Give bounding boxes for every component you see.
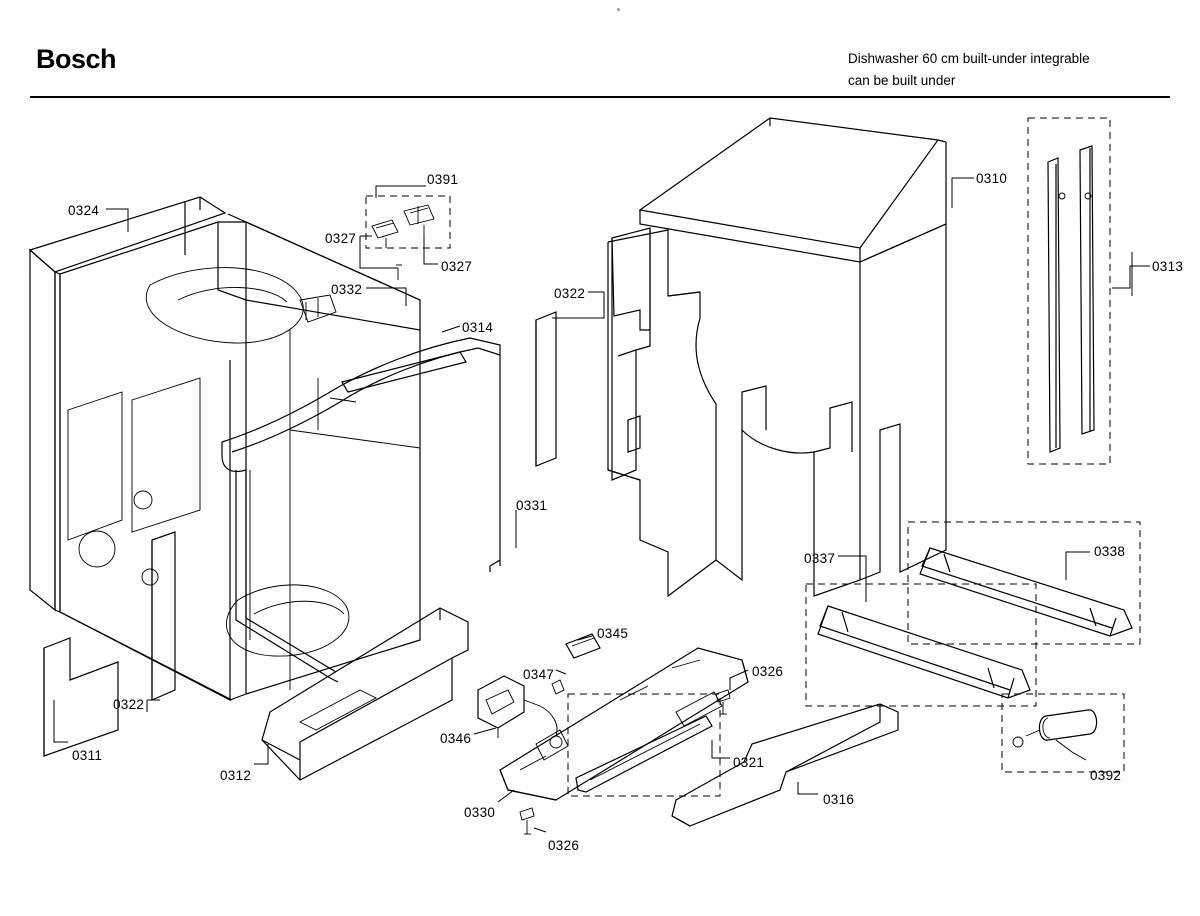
callout-0321[interactable]: 0321 [733, 755, 765, 770]
part-0346-pump [478, 676, 562, 748]
callout-0327-left[interactable]: 0327 [325, 231, 357, 246]
part-0312-base-panel [262, 608, 468, 780]
part-main-tub [60, 214, 420, 700]
part-0345-clip [566, 634, 600, 658]
callout-0391[interactable]: 0391 [427, 172, 459, 187]
callout-0346[interactable]: 0346 [440, 731, 472, 746]
callout-0322-left[interactable]: 0322 [113, 697, 145, 712]
callout-0314[interactable]: 0314 [462, 320, 494, 335]
callout-0311[interactable]: 0311 [72, 748, 103, 763]
part-0337-rail [806, 584, 1036, 706]
brand-logo: Bosch [36, 44, 117, 74]
callout-0332[interactable]: 0332 [331, 282, 363, 297]
callout-0331[interactable]: 0331 [516, 498, 548, 513]
callout-0327-right[interactable]: 0327 [441, 259, 473, 274]
callout-0322-top[interactable]: 0322 [554, 286, 586, 301]
callout-0338[interactable]: 0338 [1094, 544, 1126, 559]
part-0326-screw-bottom [520, 808, 534, 834]
leader-lines [54, 178, 1150, 832]
callout-0316[interactable]: 0316 [823, 792, 855, 807]
header-description-line2: can be built under [848, 73, 956, 89]
part-inner-frame-panel [612, 228, 650, 480]
part-0322-strip [536, 312, 556, 466]
callout-0326-bottom[interactable]: 0326 [548, 838, 580, 853]
part-0310-top-cover [640, 118, 946, 262]
part-0338-rail [908, 522, 1140, 644]
header-description-line1: Dishwasher 60 cm built-under integrable [848, 51, 1090, 66]
callout-0330[interactable]: 0330 [464, 805, 496, 820]
callout-0310[interactable]: 0310 [976, 171, 1008, 186]
part-0391-clip-group [366, 196, 450, 280]
part-0316-plinth [672, 704, 898, 826]
header-description [848, 48, 1168, 93]
callout-0347[interactable]: 0347 [523, 667, 555, 682]
part-0331-door-seal [222, 338, 500, 682]
part-0314-rail [342, 352, 466, 392]
part-0321-bar [568, 694, 720, 796]
callout-0324[interactable]: 0324 [68, 203, 100, 218]
callout-0337[interactable]: 0337 [804, 551, 836, 566]
callout-0326-top[interactable]: 0326 [752, 664, 784, 679]
part-0326-screw-top [716, 690, 730, 714]
callout-0392[interactable]: 0392 [1090, 768, 1122, 783]
callout-0345[interactable]: 0345 [597, 626, 629, 641]
part-0392-cylinder [1002, 694, 1124, 772]
part-0347-connector [552, 680, 564, 694]
header-divider [30, 96, 1170, 98]
registration-dot [617, 8, 620, 11]
callout-0312[interactable]: 0312 [220, 768, 252, 783]
part-0311-bracket [44, 638, 118, 756]
part-0313-seal-strips [1028, 118, 1110, 464]
callout-0313[interactable]: 0313 [1152, 259, 1184, 274]
part-right-chassis [608, 224, 946, 596]
part-0324-side-panel [30, 197, 225, 612]
